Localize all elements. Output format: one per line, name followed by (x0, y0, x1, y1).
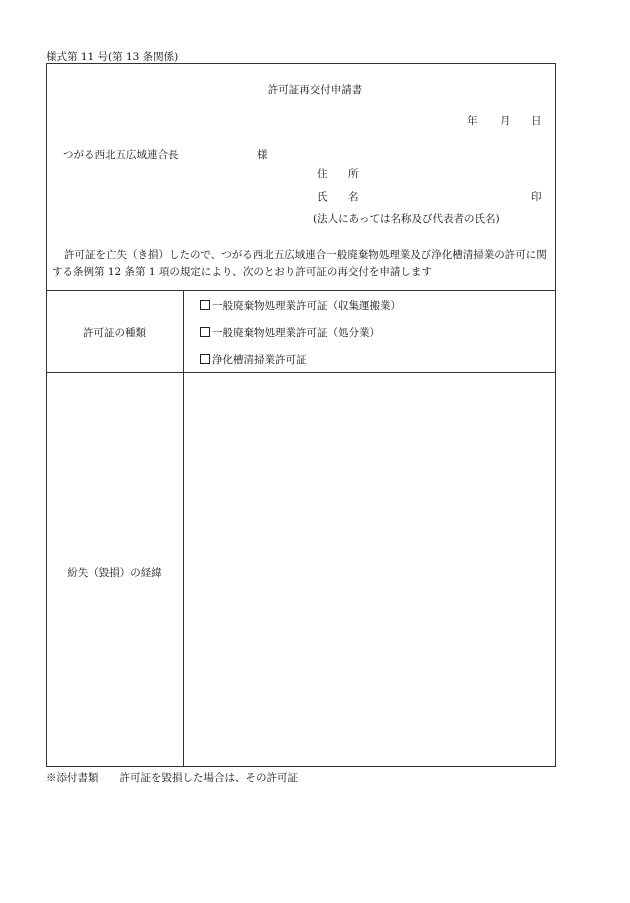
permit-option-collection (200, 298, 401, 313)
corporate-note: (法人にあっては名称及び代表者の氏名) (313, 213, 500, 225)
application-statement: 許可証を亡失（き損）したので、つがる西北五広域連合一般廃棄物処理業及び浄化槽清掃業の許可に関する条例第 12 条第 1 項の規定により、次のとおり許可証の再交付を申請します (52, 249, 547, 278)
permit-option-label: 一般廃棄物処理業許可証（収集運搬業） (212, 300, 401, 312)
column-divider (183, 290, 184, 767)
name-label-2: 名 (348, 191, 359, 203)
date-year-label: 年 (467, 115, 478, 127)
loss-reason-field[interactable] (190, 380, 550, 760)
divider-top (46, 290, 556, 291)
attachment-footnote: ※添付書類 許可証を毀損した場合は、その許可証 (46, 772, 298, 784)
name-label-1: 氏 (317, 191, 328, 203)
seal-label: 印 (531, 191, 542, 203)
checkbox[interactable] (200, 354, 210, 364)
loss-reason-label: 紛失（毀損）の経緯 (67, 567, 162, 579)
permit-option-disposal (200, 325, 380, 340)
addressee-name: つがる西北五広域連合長 (63, 149, 179, 161)
address-label-1: 住 (317, 168, 328, 180)
date-month-label: 月 (500, 115, 511, 127)
form-title: 許可証再交付申請書 (267, 84, 363, 96)
date-day-label: 日 (531, 115, 542, 127)
permit-option-label: 浄化槽清掃業許可証 (212, 354, 307, 366)
permit-option-septic (200, 352, 307, 367)
permit-option-label: 一般廃棄物処理業許可証（処分業） (212, 327, 380, 339)
address-label-2: 所 (348, 168, 359, 180)
checkbox[interactable] (200, 300, 210, 310)
addressee-honorific: 様 (257, 149, 268, 161)
form-number: 様式第 11 号(第 13 条関係) (46, 51, 179, 63)
permit-type-label: 許可証の種類 (83, 327, 146, 339)
divider-middle (46, 372, 556, 373)
checkbox[interactable] (200, 327, 210, 337)
